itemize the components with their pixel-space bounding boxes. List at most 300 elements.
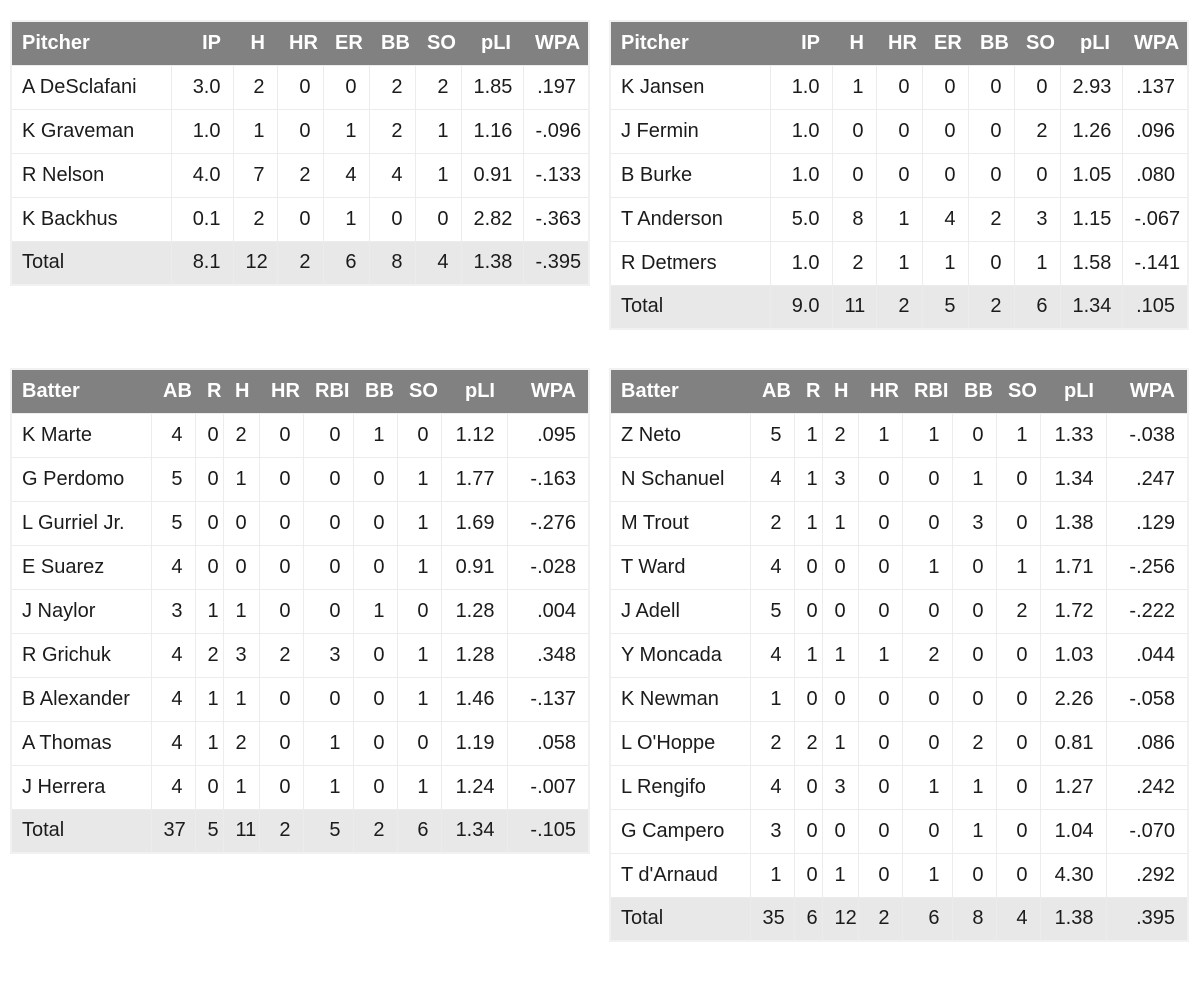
stat-value: 0 (858, 589, 902, 633)
stat-value: -.137 (507, 677, 589, 721)
stat-value: 1 (397, 457, 441, 501)
stat-value: 0 (353, 721, 397, 765)
stat-value: 4 (151, 413, 195, 457)
table-row (11, 65, 589, 109)
column-header-r: R (195, 369, 223, 413)
stat-value: 3 (223, 633, 259, 677)
column-header-ip: IP (770, 21, 832, 65)
stat-value: 1 (195, 721, 223, 765)
stat-value: 0 (323, 65, 369, 109)
stat-value: 0 (952, 677, 996, 721)
table-row (610, 633, 1188, 677)
column-header-so: SO (415, 21, 461, 65)
column-header-bb: BB (952, 369, 996, 413)
table-row (11, 153, 589, 197)
player-name: J Fermin (610, 109, 770, 153)
stat-value: -.105 (507, 809, 589, 853)
stat-value: 1 (415, 109, 461, 153)
stat-value: -.163 (507, 457, 589, 501)
stat-value: 2 (415, 65, 461, 109)
stat-value: 2.93 (1060, 65, 1122, 109)
stat-value: 0 (353, 501, 397, 545)
stat-value: 4 (323, 153, 369, 197)
stat-value: 0 (303, 413, 353, 457)
stat-value: .348 (507, 633, 589, 677)
stat-value: 0 (794, 809, 822, 853)
stat-value: 1 (303, 765, 353, 809)
stat-value: 1 (195, 589, 223, 633)
stat-value: -.133 (523, 153, 589, 197)
player-name: K Newman (610, 677, 750, 721)
stat-value: 0 (794, 589, 822, 633)
stat-value: 1 (902, 545, 952, 589)
table-row (11, 677, 589, 721)
stat-value: -.067 (1122, 197, 1188, 241)
player-name: J Herrera (11, 765, 151, 809)
stat-value: 0 (195, 457, 223, 501)
stat-value: 0 (996, 721, 1040, 765)
stat-value: .129 (1106, 501, 1188, 545)
stat-value: 0 (996, 633, 1040, 677)
stat-value: 0 (952, 853, 996, 897)
stat-value: 0 (277, 109, 323, 153)
stat-value: 1 (415, 153, 461, 197)
stat-value: 0 (858, 501, 902, 545)
stat-value: 1 (397, 633, 441, 677)
stat-value: 1 (195, 677, 223, 721)
stat-value: 1 (952, 765, 996, 809)
stat-value: .058 (507, 721, 589, 765)
player-name: L Gurriel Jr. (11, 501, 151, 545)
stat-value: 2 (858, 897, 902, 941)
table-row (610, 65, 1188, 109)
stat-value: 1.0 (770, 153, 832, 197)
stat-value: 0 (259, 413, 303, 457)
stat-value: 0 (858, 721, 902, 765)
stat-value: 12 (233, 241, 277, 285)
stat-value: 2 (353, 809, 397, 853)
stat-value: -.058 (1106, 677, 1188, 721)
stat-value: 0 (996, 853, 1040, 897)
stat-value: 0 (858, 545, 902, 589)
stat-value: 2 (902, 633, 952, 677)
player-name: T Anderson (610, 197, 770, 241)
header-row (610, 21, 1188, 65)
column-header-so: SO (1014, 21, 1060, 65)
stat-value: 1 (223, 589, 259, 633)
table-row (610, 241, 1188, 285)
stat-value: 5 (195, 809, 223, 853)
stat-value: 3 (151, 589, 195, 633)
stat-value: 1.58 (1060, 241, 1122, 285)
stat-value: 0 (968, 65, 1014, 109)
player-name: A DeSclafani (11, 65, 171, 109)
stat-value: 3 (1014, 197, 1060, 241)
column-header-wpa: WPA (523, 21, 589, 65)
player-name: E Suarez (11, 545, 151, 589)
player-name: Y Moncada (610, 633, 750, 677)
stat-value: 1.0 (770, 109, 832, 153)
stat-value: 4 (750, 457, 794, 501)
column-header-pitcher: Pitcher (11, 21, 171, 65)
stat-value: 4 (151, 765, 195, 809)
stat-value: 0 (415, 197, 461, 241)
stat-value: 0.1 (171, 197, 233, 241)
stat-value: 1.0 (171, 109, 233, 153)
player-name: R Grichuk (11, 633, 151, 677)
column-header-hr: HR (876, 21, 922, 65)
stat-value: 4 (151, 633, 195, 677)
total-row (610, 897, 1188, 941)
stat-value: 0 (397, 413, 441, 457)
stat-value: 1 (397, 501, 441, 545)
stat-value: 0 (1014, 65, 1060, 109)
stat-value: 35 (750, 897, 794, 941)
stat-value: 1 (902, 765, 952, 809)
stat-value: .247 (1106, 457, 1188, 501)
pitcher-table-right (609, 20, 1189, 330)
stat-value: 5 (750, 413, 794, 457)
table-row (11, 457, 589, 501)
stat-value: 1 (996, 413, 1040, 457)
stat-value: 1 (397, 677, 441, 721)
player-name: J Naylor (11, 589, 151, 633)
column-header-hr: HR (858, 369, 902, 413)
column-header-pli: pLI (441, 369, 507, 413)
stat-value: 0 (353, 457, 397, 501)
stat-value: 0 (353, 677, 397, 721)
stat-value: 6 (1014, 285, 1060, 329)
stat-value: 0 (259, 501, 303, 545)
stat-value: .080 (1122, 153, 1188, 197)
player-name: Z Neto (610, 413, 750, 457)
stat-value: 1 (323, 109, 369, 153)
stat-value: 0 (902, 721, 952, 765)
stat-value: .105 (1122, 285, 1188, 329)
stat-value: 0 (858, 809, 902, 853)
stat-value: 4 (750, 765, 794, 809)
stat-value: 0 (303, 589, 353, 633)
stat-value: 3 (952, 501, 996, 545)
stat-value: 4 (369, 153, 415, 197)
stat-value: 1.16 (461, 109, 523, 153)
stat-value: 3.0 (171, 65, 233, 109)
stat-value: 0 (876, 153, 922, 197)
header-row (11, 21, 589, 65)
stat-value: 0 (832, 153, 876, 197)
stat-value: 0 (794, 765, 822, 809)
stat-value: .242 (1106, 765, 1188, 809)
stat-value: 1 (223, 677, 259, 721)
player-name: L Rengifo (610, 765, 750, 809)
stat-value: 2 (750, 721, 794, 765)
stat-value: 0 (353, 765, 397, 809)
stat-value: 12 (822, 897, 858, 941)
column-header-hr: HR (259, 369, 303, 413)
stat-value: 0 (195, 413, 223, 457)
stat-value: 2 (223, 413, 259, 457)
stat-value: 4 (750, 633, 794, 677)
stat-value: 1.71 (1040, 545, 1106, 589)
player-name: B Alexander (11, 677, 151, 721)
stat-value: 1 (303, 721, 353, 765)
stat-value: 1.28 (441, 589, 507, 633)
stat-value: 1 (233, 109, 277, 153)
table-row (610, 677, 1188, 721)
column-header-pli: pLI (461, 21, 523, 65)
stat-value: 0 (303, 501, 353, 545)
stat-value: 1.24 (441, 765, 507, 809)
stat-value: 0 (195, 501, 223, 545)
stat-value: 1.19 (441, 721, 507, 765)
stat-value: 0 (794, 853, 822, 897)
table-row (610, 721, 1188, 765)
stat-value: 1.46 (441, 677, 507, 721)
stat-value: 0 (259, 457, 303, 501)
stat-value: 6 (794, 897, 822, 941)
stat-value: 0 (952, 633, 996, 677)
stat-value: .004 (507, 589, 589, 633)
stat-value: 2 (223, 721, 259, 765)
stat-value: 0 (858, 677, 902, 721)
stat-value: 0 (259, 677, 303, 721)
column-header-batter: Batter (11, 369, 151, 413)
table-row (11, 633, 589, 677)
stat-value: 1.27 (1040, 765, 1106, 809)
stat-value: 0 (858, 765, 902, 809)
player-name: T Ward (610, 545, 750, 589)
stat-value: 2 (195, 633, 223, 677)
stat-value: 1.34 (1060, 285, 1122, 329)
box-score-grid (10, 20, 1200, 942)
stat-value: 0 (996, 809, 1040, 853)
column-header-bb: BB (353, 369, 397, 413)
stat-value: 1.0 (770, 65, 832, 109)
stat-value: -.070 (1106, 809, 1188, 853)
column-header-ab: AB (151, 369, 195, 413)
stat-value: 7 (233, 153, 277, 197)
stat-value: 4.30 (1040, 853, 1106, 897)
stat-value: 0 (195, 545, 223, 589)
stat-value: 0 (369, 197, 415, 241)
stat-value: 0 (1014, 153, 1060, 197)
column-header-pli: pLI (1040, 369, 1106, 413)
stat-value: -.096 (523, 109, 589, 153)
stat-value: 1 (323, 197, 369, 241)
player-name: B Burke (610, 153, 770, 197)
stat-value: 3 (750, 809, 794, 853)
stat-value: 0 (794, 545, 822, 589)
stat-value: 1.0 (770, 241, 832, 285)
stat-value: 5 (750, 589, 794, 633)
stat-value: 0 (397, 589, 441, 633)
stat-value: 0 (794, 677, 822, 721)
column-header-pli: pLI (1060, 21, 1122, 65)
stat-value: 0 (996, 765, 1040, 809)
stat-value: .292 (1106, 853, 1188, 897)
stat-value: 1.26 (1060, 109, 1122, 153)
table-row (610, 109, 1188, 153)
stat-value: 0 (303, 545, 353, 589)
table-row (610, 153, 1188, 197)
stat-value: 5 (151, 457, 195, 501)
stat-value: -.276 (507, 501, 589, 545)
stat-value: 1 (952, 809, 996, 853)
stat-value: 0 (922, 109, 968, 153)
column-header-pitcher: Pitcher (610, 21, 770, 65)
stat-value: 2 (996, 589, 1040, 633)
stat-value: 4 (996, 897, 1040, 941)
stat-value: 2 (369, 65, 415, 109)
stat-value: 1 (397, 545, 441, 589)
stat-value: -.028 (507, 545, 589, 589)
stat-value: 3 (822, 457, 858, 501)
stat-value: 9.0 (770, 285, 832, 329)
table-row (11, 589, 589, 633)
column-header-ip: IP (171, 21, 233, 65)
stat-value: 0 (876, 109, 922, 153)
stat-value: 2 (968, 285, 1014, 329)
stat-value: 1 (397, 765, 441, 809)
stat-value: 2.26 (1040, 677, 1106, 721)
stat-value: 4 (151, 721, 195, 765)
stat-value: 0 (858, 457, 902, 501)
player-name: M Trout (610, 501, 750, 545)
column-header-bb: BB (968, 21, 1014, 65)
stat-value: 11 (832, 285, 876, 329)
column-header-wpa: WPA (1122, 21, 1188, 65)
stat-value: 1 (822, 853, 858, 897)
stat-value: 5 (303, 809, 353, 853)
stat-value: 2 (277, 153, 323, 197)
stat-value: 0.81 (1040, 721, 1106, 765)
stat-value: 1.85 (461, 65, 523, 109)
stat-value: 5 (922, 285, 968, 329)
stat-value: 4 (151, 545, 195, 589)
stat-value: 2 (233, 65, 277, 109)
column-header-batter: Batter (610, 369, 750, 413)
stat-value: 1.34 (1040, 457, 1106, 501)
stat-value: 0 (952, 589, 996, 633)
stat-value: -.038 (1106, 413, 1188, 457)
player-name: K Marte (11, 413, 151, 457)
stat-value: 2 (1014, 109, 1060, 153)
stat-value: 1 (794, 501, 822, 545)
stat-value: 1 (922, 241, 968, 285)
stat-value: 0 (876, 65, 922, 109)
stat-value: 1 (1014, 241, 1060, 285)
stat-value: 1 (996, 545, 1040, 589)
stat-value: 4 (151, 677, 195, 721)
column-header-h: H (832, 21, 876, 65)
batter-table-right (609, 368, 1189, 942)
stat-value: 1 (902, 413, 952, 457)
total-label: Total (610, 897, 750, 941)
stat-value: 8 (832, 197, 876, 241)
stat-value: 0 (277, 65, 323, 109)
column-header-h: H (822, 369, 858, 413)
stat-value: 4 (415, 241, 461, 285)
total-label: Total (11, 241, 171, 285)
column-header-er: ER (922, 21, 968, 65)
stat-value: 11 (223, 809, 259, 853)
stat-value: 2 (952, 721, 996, 765)
stat-value: 0.91 (441, 545, 507, 589)
stat-value: 1.12 (441, 413, 507, 457)
stat-value: 0 (397, 721, 441, 765)
stat-value: 2 (794, 721, 822, 765)
stat-value: 5 (151, 501, 195, 545)
stat-value: 1.38 (1040, 501, 1106, 545)
player-name: N Schanuel (610, 457, 750, 501)
player-name: K Jansen (610, 65, 770, 109)
header-row (610, 369, 1188, 413)
stat-value: 1.34 (441, 809, 507, 853)
stat-value: 0 (303, 677, 353, 721)
stat-value: 2 (277, 241, 323, 285)
stat-value: 4 (750, 545, 794, 589)
table-row (610, 809, 1188, 853)
table-row (610, 413, 1188, 457)
header-row (11, 369, 589, 413)
stat-value: 0 (902, 589, 952, 633)
column-header-rbi: RBI (902, 369, 952, 413)
stat-value: 2 (832, 241, 876, 285)
stat-value: 8.1 (171, 241, 233, 285)
stat-value: .096 (1122, 109, 1188, 153)
table-row (11, 197, 589, 241)
column-header-er: ER (323, 21, 369, 65)
player-name: L O'Hoppe (610, 721, 750, 765)
stat-value: .044 (1106, 633, 1188, 677)
stat-value: 0 (822, 809, 858, 853)
stat-value: 0 (968, 109, 1014, 153)
stat-value: 1 (223, 457, 259, 501)
stat-value: 0 (996, 501, 1040, 545)
stat-value: 8 (369, 241, 415, 285)
total-label: Total (610, 285, 770, 329)
stat-value: 1.69 (441, 501, 507, 545)
stat-value: 1 (353, 413, 397, 457)
stat-value: 0 (832, 109, 876, 153)
stat-value: 2 (876, 285, 922, 329)
stat-value: 0 (902, 457, 952, 501)
stat-value: -.256 (1106, 545, 1188, 589)
stat-value: 0 (902, 809, 952, 853)
column-header-h: H (223, 369, 259, 413)
stat-value: 8 (952, 897, 996, 941)
table-row (610, 457, 1188, 501)
column-header-r: R (794, 369, 822, 413)
player-name: G Perdomo (11, 457, 151, 501)
table-row (11, 765, 589, 809)
stat-value: -.395 (523, 241, 589, 285)
stat-value: 1.77 (441, 457, 507, 501)
stat-value: 0.91 (461, 153, 523, 197)
stat-value: 4.0 (171, 153, 233, 197)
stat-value: 0 (952, 413, 996, 457)
pitcher-table-left (10, 20, 590, 286)
stat-value: 0 (902, 501, 952, 545)
stat-value: 0 (952, 545, 996, 589)
stat-value: 0 (996, 677, 1040, 721)
stat-value: 0 (303, 457, 353, 501)
stat-value: 1.38 (461, 241, 523, 285)
stat-value: 1.04 (1040, 809, 1106, 853)
stat-value: 1 (794, 633, 822, 677)
stat-value: 0 (822, 545, 858, 589)
stat-value: 0 (996, 457, 1040, 501)
